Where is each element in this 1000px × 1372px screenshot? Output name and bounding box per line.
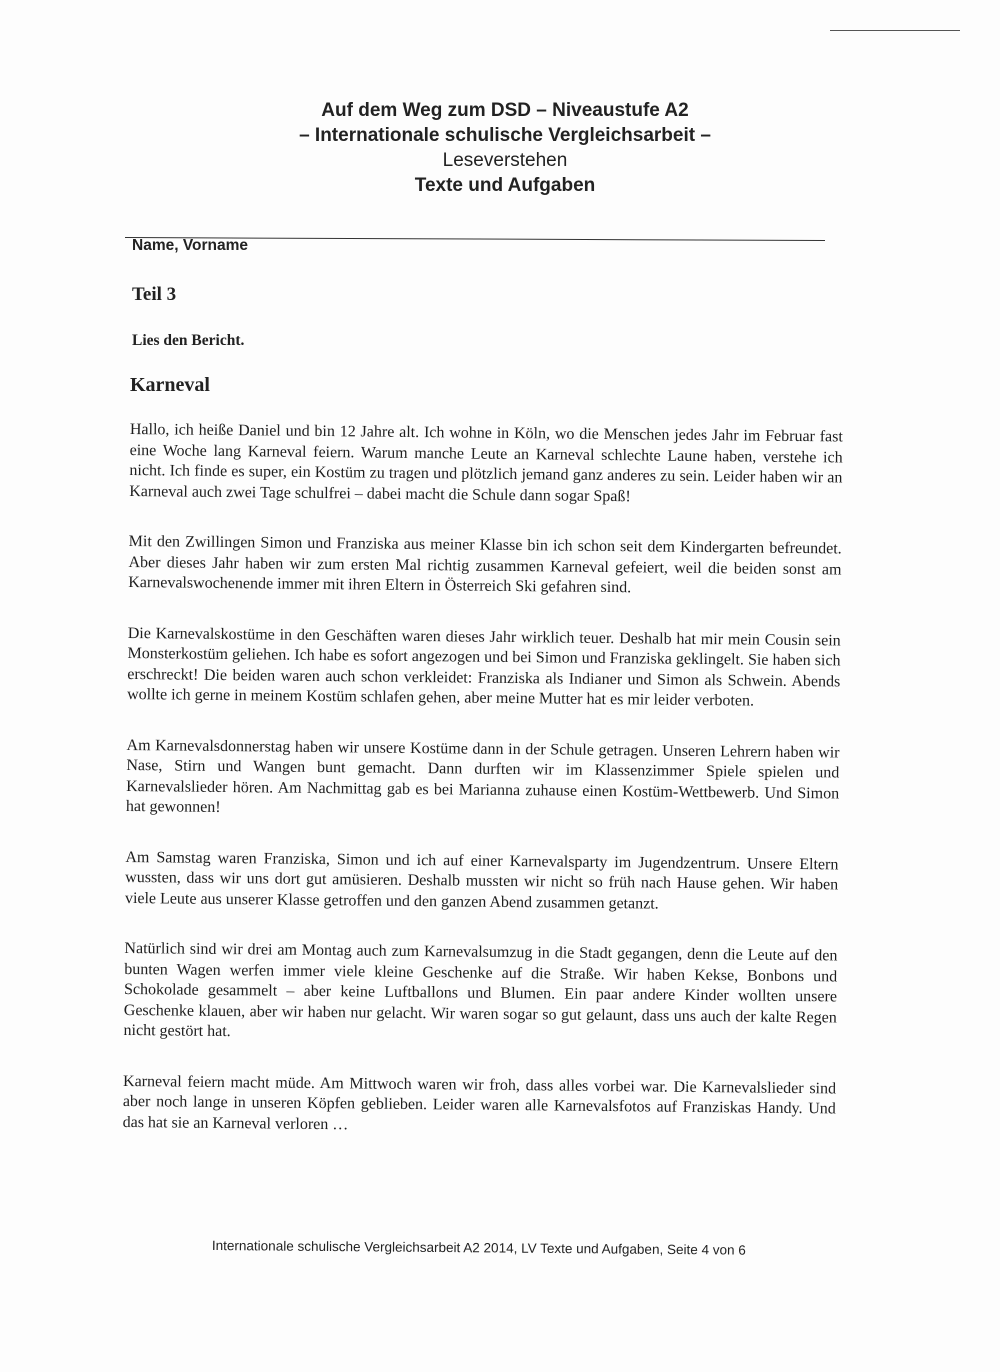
part-title: Teil 3 <box>132 284 177 305</box>
header-title: Auf dem Weg zum DSD – Niveaustufe A2 <box>321 100 689 121</box>
header-subtitle: – Internationale schulische Vergleichsarbeit – <box>299 125 711 146</box>
paragraph: Am Samstag waren Franziska, Simon und ich auf einer Karnevalsparty im Jugendzentrum. Unsere Eltern wussten, dass wir uns dort gut amüsieren. Deshalb mussten wir nicht so früh nach Hause gehen. Wir haben viele Leute aus unserer Klasse getroffen und den ganzen Abend zusammen getanzt. <box>124 848 839 913</box>
page-footer: Internationale schulische Vergleichsarbeit A2 2014, LV Texte und Aufgaben, Seite 4 von 6 <box>211 1238 746 1258</box>
report-title: Karneval <box>130 374 210 396</box>
header-section: Leseverstehen <box>442 150 568 171</box>
report-body <box>122 420 843 1170</box>
paragraph: Hallo, ich heiße Daniel und bin 12 Jahre alt. Ich wohne in Köln, wo die Menschen jedes Jahr im Februar fast eine Woche lang Karneval feiern. Warum manche Leute an Karneval schlechte Laune haben, verstehe ich nicht. Ich finde es super, ein Kostüm zu tragen und plötzlich jemand ganz anderes zu sein. Leider haben wir an Karneval auch zwei Tage schulfrei – dabei macht die Schule dann sogar Spaß! <box>129 420 843 505</box>
header-subsection: Texte und Aufgaben <box>414 175 596 196</box>
paragraph: Natürlich sind wir drei am Montag auch zum Karnevalsumzug in die Stadt gegangen, denn die Leute auf den bunten Wagen werfen immer viele kleine Geschenke auf die Straße. Wir haben Kekse, Bonbons und Schokolade gesammelt – aber keine Luftballons und Blumen. Ein paar andere Kinder wollten unsere Geschenke klauen, aber wir haben nur gelacht. Wir waren sogar so gut gelaunt, dass uns auch der kalte Regen nicht gestört hat. <box>123 939 838 1041</box>
paragraph: Karneval feiern macht müde. Am Mittwoch waren wir froh, dass alles vorbei war. Die Karnevalslieder sind aber noch lange in unseren Köpfen geblieben. Leider waren alle Karnevalsfotos auf Franziskas Handy. Und das hat sie an Karneval verloren … <box>122 1072 837 1133</box>
paragraph: Am Karnevalsdonnerstag haben wir unsere Kostüme dann in der Schule getragen. Unseren Lehrern haben wir Nase, Stirn und Wangen bunt gemacht. Dann durften wir im Klassenzimmer Spiele spielen und Karnevalslieder hören. Am Nachmittag gab es bei Marianna zuhause einen Kostüm-Wettbewerb. Und Simon hat gewonnen! <box>125 736 840 816</box>
document-header <box>190 98 820 198</box>
paragraph: Mit den Zwillingen Simon und Franziska aus meiner Klasse bin ich schon seit dem Kindergarten befreundet. Aber dieses Jahr haben wir zum ersten Mal richtig zusammen Karneval gefeiert, weil die beiden sonst am Karnevalswochenende immer mit ihren Eltern in Österreich Ski gefahren sind. <box>128 532 842 597</box>
paragraph: Die Karnevalskostüme in den Geschäften waren dieses Jahr wirklich teuer. Deshalb hat mir mein Cousin sein Monsterkostüm geliehen. Ich habe es sofort angezogen und bei Simon und Franziska geklingelt. Sie haben sich erschreckt! Die beiden waren auch schon verkleidet: Franziska als Indianer und Simon als Schwein. Abends wollte ich gerne in meinem Kostüm schlafen gehen, aber meine Mutter hat es mir leider verboten. <box>127 624 841 710</box>
name-label: Name, Vorname <box>132 237 249 254</box>
instruction: Lies den Bericht. <box>132 332 245 349</box>
scan-edge-line <box>830 30 960 31</box>
